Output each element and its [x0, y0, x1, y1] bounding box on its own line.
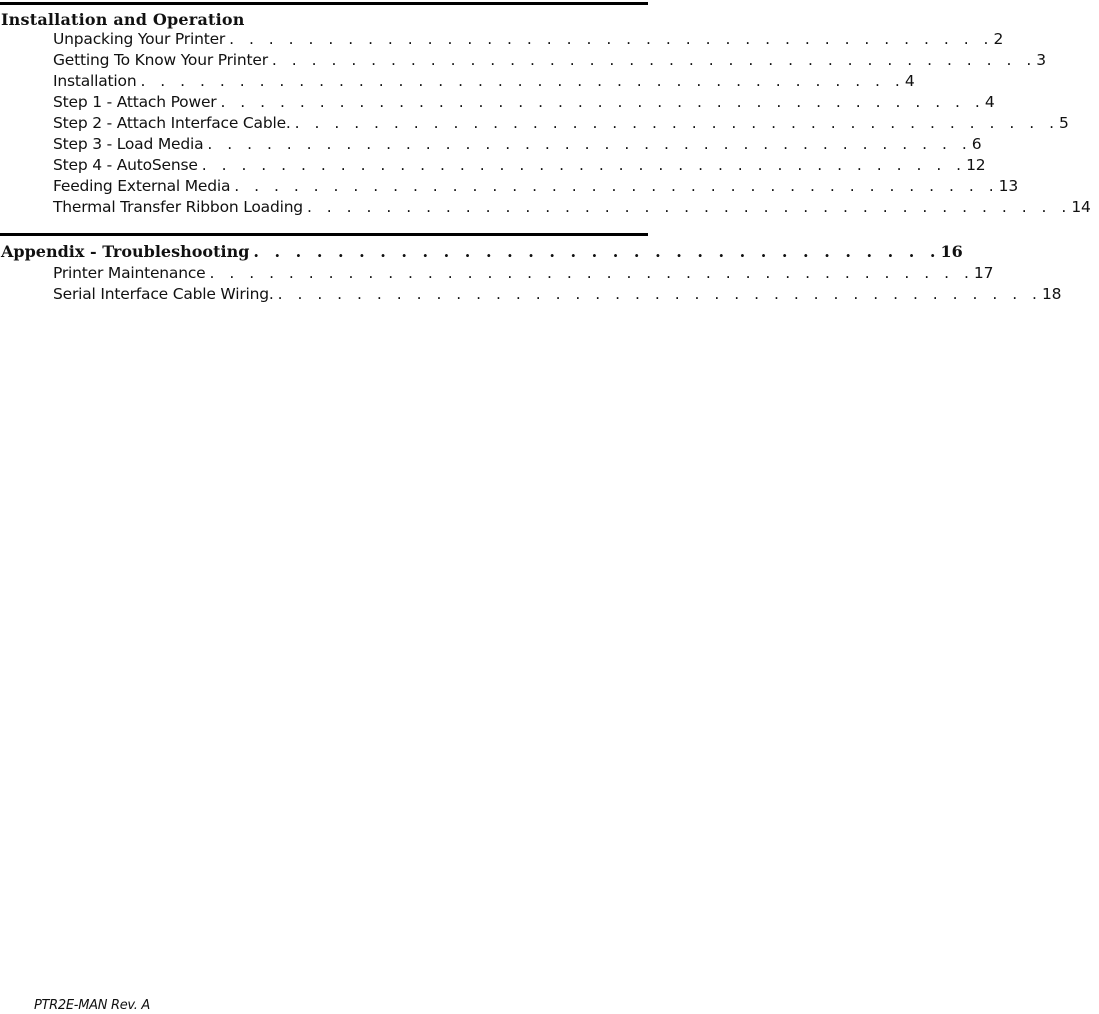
toc-entry-label: Step 2 - Attach Interface Cable.	[53, 114, 291, 132]
toc-entry-label: Step 3 - Load Media	[53, 135, 204, 153]
dot-leader: . . . . . . . . . . . . . . . . . . . . . . . . . . . . . . . . . . . . . . .	[306, 198, 1072, 216]
toc-entry-page: 4	[904, 72, 915, 90]
section-page: 16	[940, 242, 963, 261]
toc-entry-label: Step 1 - Attach Power	[53, 93, 217, 111]
toc-entry[interactable]	[53, 114, 1069, 135]
toc-entry[interactable]	[53, 72, 915, 93]
toc-section-appendix[interactable]	[1, 242, 963, 264]
toc-entry[interactable]	[53, 177, 1018, 198]
toc-entry-page: 4	[984, 93, 995, 111]
toc-entry-page: 17	[973, 264, 994, 282]
toc-entry[interactable]	[53, 285, 1062, 306]
dot-leader: . . . . . . . . . . . . . . . . . . . . . . . . . . . . . . . . . . . . . . .	[271, 51, 1037, 69]
dot-leader: . . . . . . . . . . . . . . . . . . . . . . . . . . . . . . . . . . . . . . .	[277, 285, 1042, 303]
toc-entry[interactable]	[53, 93, 995, 114]
dot-leader: . . . . . . . . . . . . . . . . . . . . . . . . . . . . . . . . . . . . . . .	[207, 135, 972, 153]
dot-leader: . . . . . . . . . . . . . . . . . . . . . . . . . . . . . . . . . . . . . . .	[294, 114, 1060, 132]
toc-entry-label: Unpacking Your Printer	[53, 30, 226, 48]
toc-entry-label: Printer Maintenance	[53, 264, 206, 282]
dot-leader: . . . . . . . . . . . . . . . . . . . . . . . . . . . . . . . . . . . . . . .	[229, 30, 994, 48]
dot-leader: . . . . . . . . . . . . . . . . . . . . . . . . . . . . . . . . . . . . . . .	[201, 156, 967, 174]
toc-entry[interactable]	[53, 51, 1046, 72]
toc-entry[interactable]	[53, 135, 982, 156]
dot-leader: . . . . . . . . . . . . . . . . . . . . . . . . . . . . . . . . .	[253, 242, 941, 261]
toc-entry-page: 13	[998, 177, 1018, 195]
toc-entry-page: 3	[1036, 51, 1046, 69]
toc-entry-label: Step 4 - AutoSense	[53, 156, 198, 174]
section-title-installation: Installation and Operation	[1, 10, 245, 29]
section-title-appendix: Appendix - Troubleshooting	[1, 242, 250, 261]
toc-entry-label: Feeding External Media	[53, 177, 231, 195]
section-divider	[0, 233, 648, 236]
dot-leader: . . . . . . . . . . . . . . . . . . . . . . . . . . . . . . . . . . . . . . .	[234, 177, 999, 195]
toc-entry-label: Installation	[53, 72, 137, 90]
toc-entry-page: 18	[1042, 285, 1062, 303]
document-revision-footer: PTR2E-MAN Rev. A	[34, 998, 150, 1013]
toc-entry-page: 5	[1059, 114, 1069, 132]
toc-entry-page: 12	[966, 156, 986, 174]
dot-leader: . . . . . . . . . . . . . . . . . . . . . . . . . . . . . . . . . . . . . . .	[209, 264, 974, 282]
dot-leader: . . . . . . . . . . . . . . . . . . . . . . . . . . . . . . . . . . . . . . .	[220, 93, 985, 111]
toc-entry-label: Serial Interface Cable Wiring.	[53, 285, 274, 303]
toc-entry[interactable]	[53, 30, 1004, 51]
toc-entry-label: Thermal Transfer Ribbon Loading	[53, 198, 303, 216]
top-divider	[0, 2, 648, 5]
toc-entry[interactable]	[53, 264, 994, 285]
toc-entry-page: 2	[993, 30, 1004, 48]
toc-entry-page: 14	[1071, 198, 1091, 216]
toc-entry-label: Getting To Know Your Printer	[53, 51, 268, 69]
toc-entry[interactable]	[53, 198, 1091, 219]
dot-leader: . . . . . . . . . . . . . . . . . . . . . . . . . . . . . . . . . . . . . . .	[140, 72, 905, 90]
toc-entry[interactable]	[53, 156, 986, 177]
toc-entry-page: 6	[971, 135, 982, 153]
